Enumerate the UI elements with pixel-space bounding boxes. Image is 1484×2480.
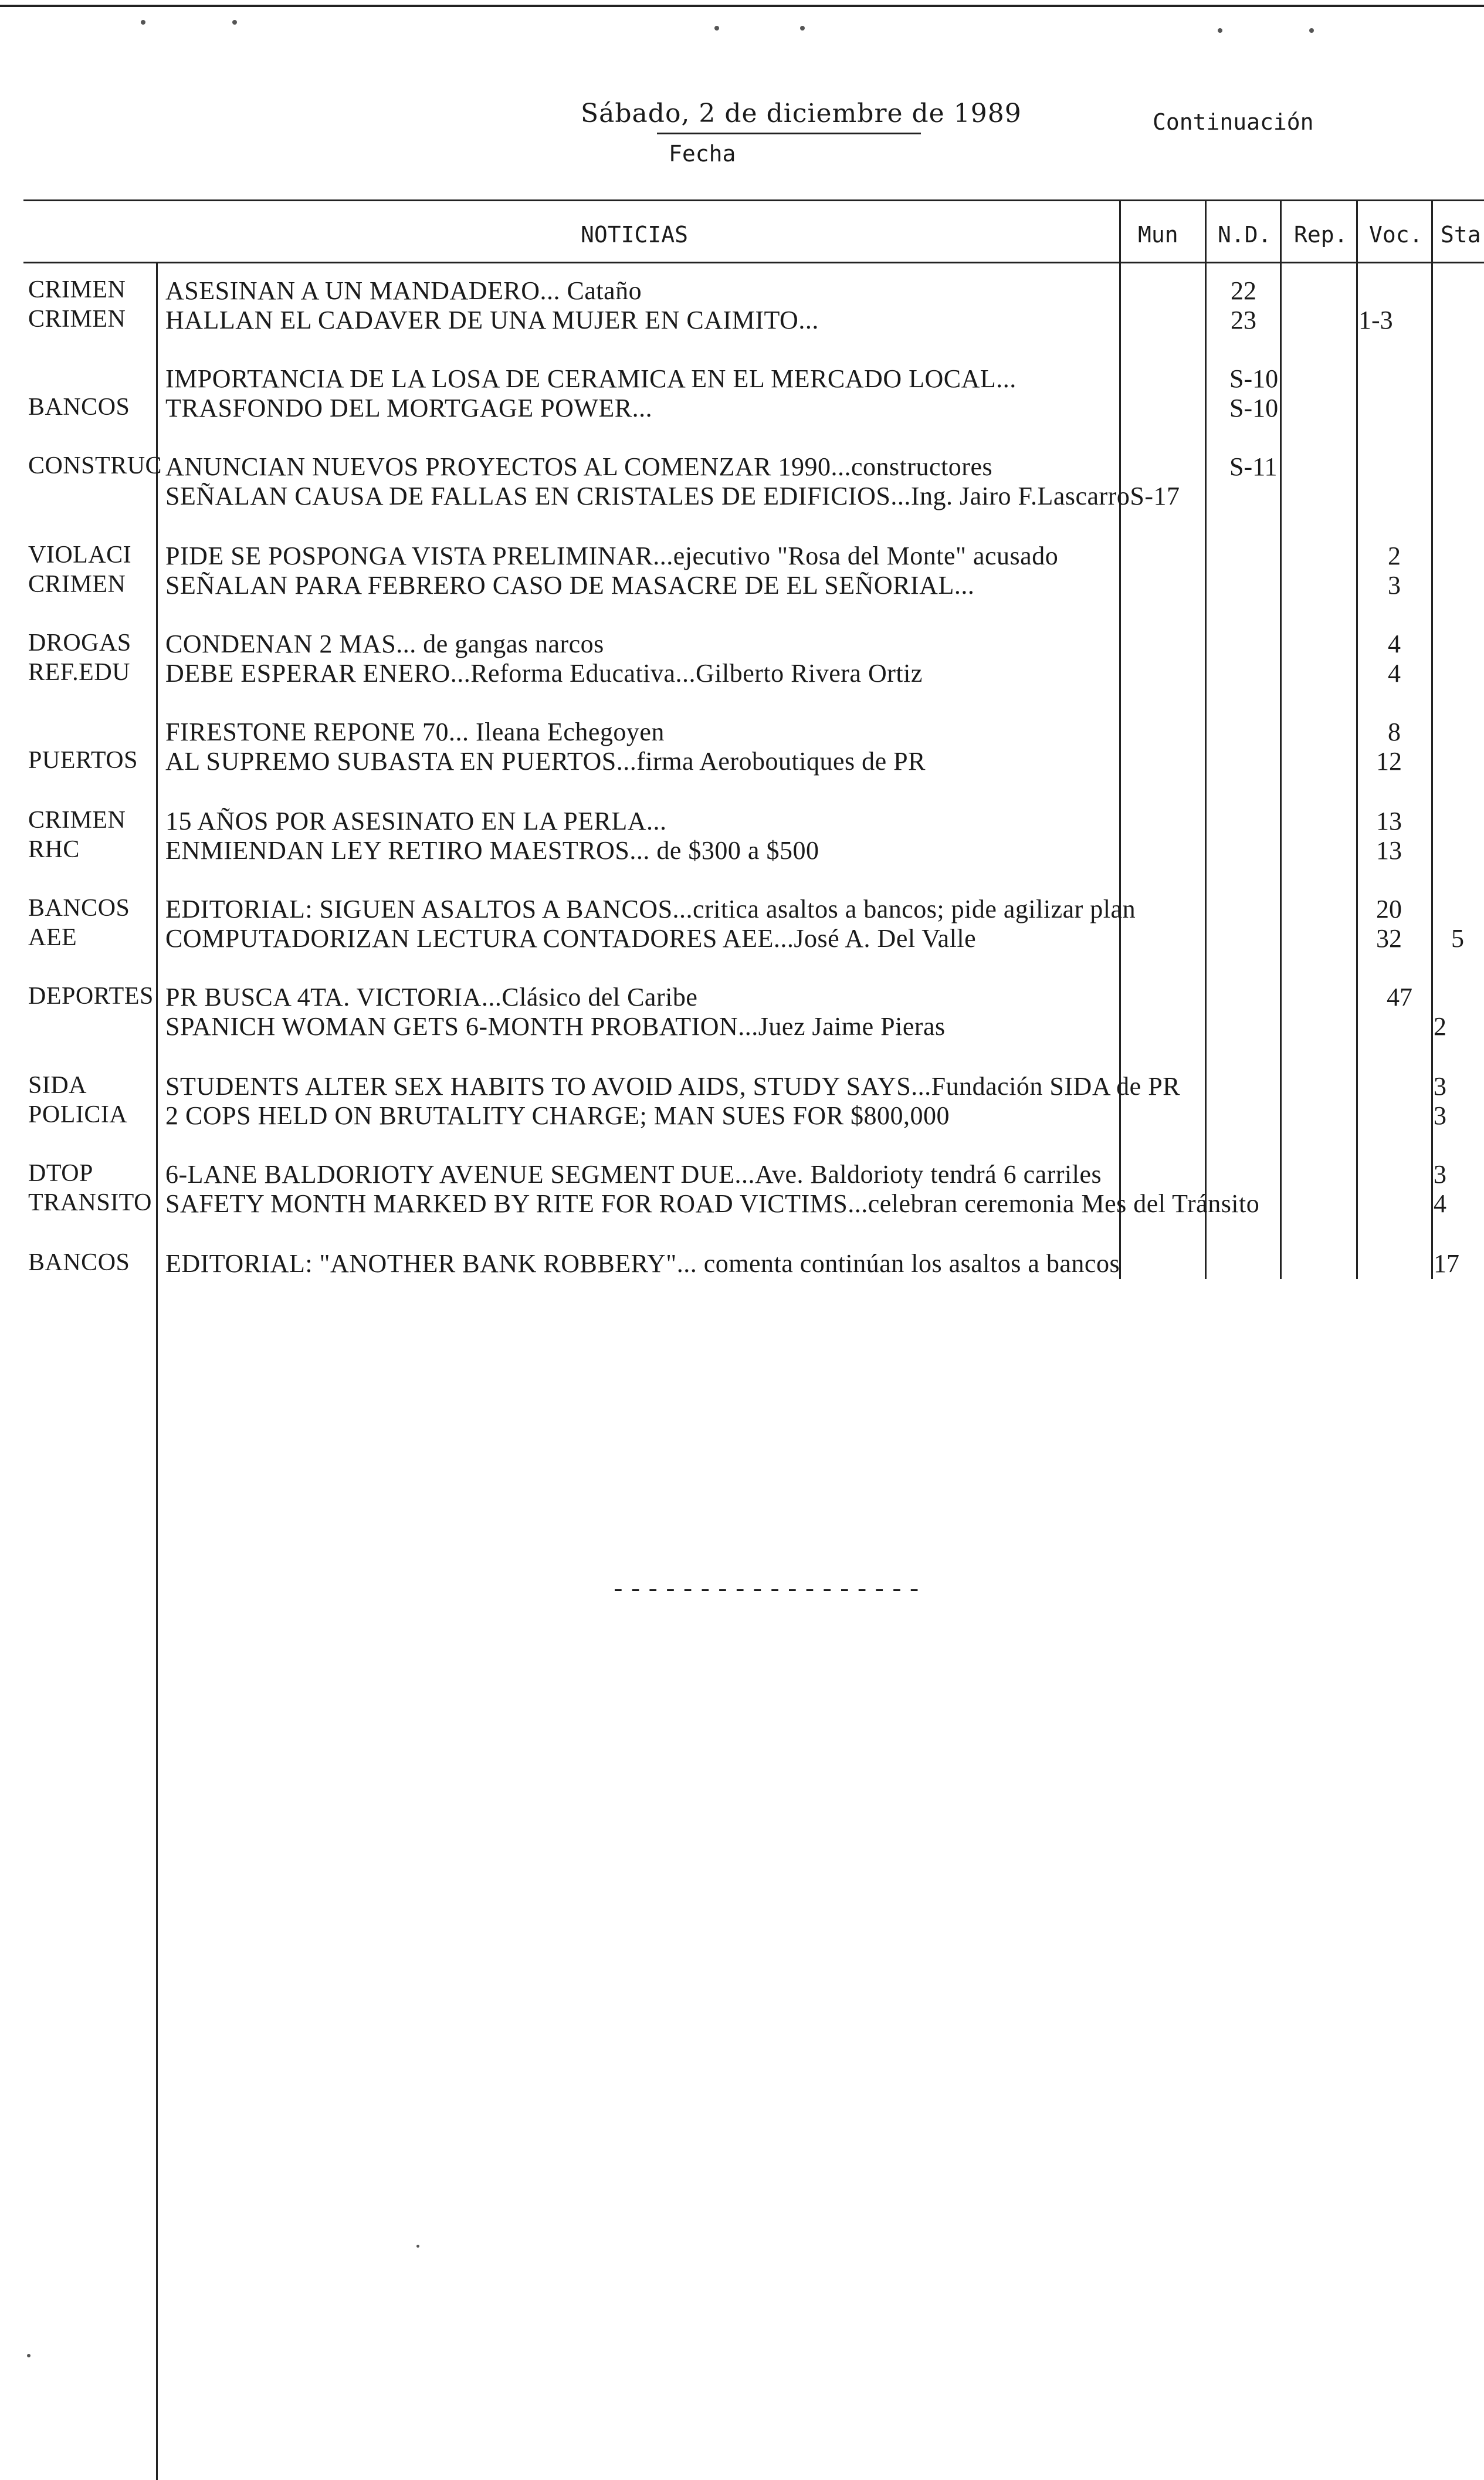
news-column-header: NOTICIAS bbox=[581, 222, 689, 248]
row-headline: HALLAN EL CADAVER DE UNA MUJER EN CAIMITO... bbox=[165, 306, 819, 334]
row-sta-value: 4 bbox=[1434, 1189, 1446, 1218]
rep-column-divider bbox=[1280, 199, 1282, 1279]
date-label: Fecha bbox=[669, 141, 736, 167]
row-voc-value: 13 bbox=[1376, 807, 1402, 835]
row-category: CRIMEN bbox=[28, 571, 126, 598]
row-category: POLICIA bbox=[28, 1101, 128, 1128]
date-underline bbox=[657, 133, 921, 134]
row-category: CRIMEN bbox=[28, 276, 126, 303]
row-voc-value: 12 bbox=[1376, 747, 1402, 776]
row-nd-value: S-10 bbox=[1229, 364, 1279, 393]
row-headline: PIDE SE POSPONGA VISTA PRELIMINAR...ejecutivo "Rosa del Monte" acusado bbox=[165, 542, 1059, 570]
row-category: CRIMEN bbox=[28, 306, 126, 333]
row-headline: COMPUTADORIZAN LECTURA CONTADORES AEE...José A. Del Valle bbox=[165, 924, 977, 953]
row-headline: EDITORIAL: SIGUEN ASALTOS A BANCOS...critica asaltos a bancos; pide agilizar plan bbox=[165, 895, 1136, 923]
row-category: BANCOS bbox=[28, 1249, 130, 1276]
rep-column-header: Rep. bbox=[1294, 222, 1348, 248]
end-of-list-separator: ------------------ bbox=[610, 1572, 924, 1604]
row-headline: ENMIENDAN LEY RETIRO MAESTROS... de $300 a $500 bbox=[165, 836, 819, 865]
row-headline: ANUNCIAN NUEVOS PROYECTOS AL COMENZAR 1990...constructores bbox=[165, 452, 993, 481]
row-voc-value: 47 bbox=[1387, 983, 1412, 1011]
sta-column-divider bbox=[1431, 199, 1433, 1279]
row-voc-value: 4 bbox=[1388, 630, 1401, 658]
mun-column-divider bbox=[1119, 199, 1121, 1279]
row-nd-value: 23 bbox=[1231, 306, 1256, 334]
row-category: CRIMEN bbox=[28, 807, 126, 834]
row-category: SIDA bbox=[28, 1072, 87, 1099]
row-category: DEPORTES bbox=[28, 983, 154, 1010]
row-headline: SEÑALAN PARA FEBRERO CASO DE MASACRE DE EL SEÑORIAL... bbox=[165, 571, 975, 600]
top-border-line bbox=[0, 5, 1484, 7]
speck-mark bbox=[27, 2354, 31, 2357]
speck-mark bbox=[141, 20, 145, 25]
row-category: DROGAS bbox=[28, 630, 131, 657]
row-category: RHC bbox=[28, 836, 80, 863]
row-sta-value: 5 bbox=[1451, 924, 1464, 953]
row-headline: PR BUSCA 4TA. VICTORIA...Clásico del Caribe bbox=[165, 983, 698, 1011]
row-category: BANCOS bbox=[28, 895, 130, 922]
page-date: Sábado, 2 de diciembre de 1989 bbox=[581, 99, 1022, 128]
row-voc-value: 32 bbox=[1376, 924, 1402, 953]
row-nd-value: S-10 bbox=[1229, 394, 1279, 422]
row-sta-value: 3 bbox=[1434, 1101, 1446, 1130]
row-headline: CONDENAN 2 MAS... de gangas narcos bbox=[165, 630, 604, 658]
continuation-label: Continuación bbox=[1153, 109, 1314, 135]
row-headline: SEÑALAN CAUSA DE FALLAS EN CRISTALES DE EDIFICIOS...Ing. Jairo F.LascarroS-17 bbox=[165, 482, 1180, 510]
row-category: AEE bbox=[28, 924, 77, 951]
speck-mark bbox=[1309, 28, 1314, 33]
speck-mark bbox=[714, 26, 719, 31]
category-column-divider bbox=[156, 263, 158, 2480]
row-headline: DEBE ESPERAR ENERO...Reforma Educativa...Gilberto Rivera Ortiz bbox=[165, 659, 923, 688]
speck-mark bbox=[1218, 28, 1222, 33]
nd-column-divider bbox=[1205, 199, 1207, 1279]
row-voc-value: 13 bbox=[1376, 836, 1402, 865]
row-headline: SPANICH WOMAN GETS 6-MONTH PROBATION...Juez Jaime Pieras bbox=[165, 1012, 946, 1041]
row-category: CONSTRUC bbox=[28, 452, 162, 479]
voc-column-divider bbox=[1356, 199, 1358, 1279]
row-headline: IMPORTANCIA DE LA LOSA DE CERAMICA EN EL MERCADO LOCAL... bbox=[165, 364, 1017, 393]
row-category: DTOP bbox=[28, 1160, 93, 1187]
row-category: TRANSITO bbox=[28, 1189, 152, 1216]
row-voc-value: 20 bbox=[1376, 895, 1402, 923]
row-voc-value: 2 bbox=[1388, 542, 1401, 570]
row-nd-value: 22 bbox=[1231, 276, 1256, 305]
voc-column-header: Voc. bbox=[1369, 222, 1423, 248]
row-headline: FIRESTONE REPONE 70... Ileana Echegoyen bbox=[165, 718, 665, 746]
row-sta-value: 2 bbox=[1434, 1012, 1446, 1041]
row-sta-value: 17 bbox=[1434, 1249, 1459, 1278]
row-category: VIOLACI bbox=[28, 542, 132, 569]
row-headline: SAFETY MONTH MARKED BY RITE FOR ROAD VICTIMS...celebran ceremonia Mes del Tránsito bbox=[165, 1189, 1260, 1218]
row-headline: TRASFONDO DEL MORTGAGE POWER... bbox=[165, 394, 653, 422]
mun-column-header: Mun bbox=[1138, 222, 1178, 248]
speck-mark bbox=[800, 26, 805, 31]
row-headline: 6-LANE BALDORIOTY AVENUE SEGMENT DUE...Ave. Baldorioty tendrá 6 carriles bbox=[165, 1160, 1102, 1189]
speck-mark bbox=[232, 20, 237, 25]
row-voc-value: 8 bbox=[1388, 718, 1401, 746]
nd-column-header: N.D. bbox=[1218, 222, 1272, 248]
header-bottom-rule bbox=[23, 262, 1484, 263]
row-category: BANCOS bbox=[28, 394, 130, 421]
row-nd-value: S-11 bbox=[1229, 452, 1278, 481]
row-voc-value: 1-3 bbox=[1358, 306, 1393, 334]
row-sta-value: 3 bbox=[1434, 1072, 1446, 1101]
sta-column-header: Sta bbox=[1441, 222, 1481, 248]
row-headline: ASESINAN A UN MANDADERO... Cataño bbox=[165, 276, 642, 305]
row-headline: EDITORIAL: "ANOTHER BANK ROBBERY"... comenta continúan los asaltos a bancos bbox=[165, 1249, 1120, 1278]
row-voc-value: 4 bbox=[1388, 659, 1401, 688]
table-top-rule bbox=[23, 199, 1484, 201]
row-voc-value: 3 bbox=[1388, 571, 1401, 600]
row-headline: 2 COPS HELD ON BRUTALITY CHARGE; MAN SUES FOR $800,000 bbox=[165, 1101, 950, 1130]
row-sta-value: 3 bbox=[1434, 1160, 1446, 1189]
row-headline: 15 AÑOS POR ASESINATO EN LA PERLA... bbox=[165, 807, 667, 835]
row-headline: STUDENTS ALTER SEX HABITS TO AVOID AIDS, STUDY SAYS...Fundación SIDA de PR bbox=[165, 1072, 1181, 1101]
row-headline: AL SUPREMO SUBASTA EN PUERTOS...firma Aeroboutiques de PR bbox=[165, 747, 926, 776]
row-category: REF.EDU bbox=[28, 659, 130, 686]
speck-mark bbox=[416, 2245, 419, 2248]
row-category: PUERTOS bbox=[28, 747, 138, 774]
